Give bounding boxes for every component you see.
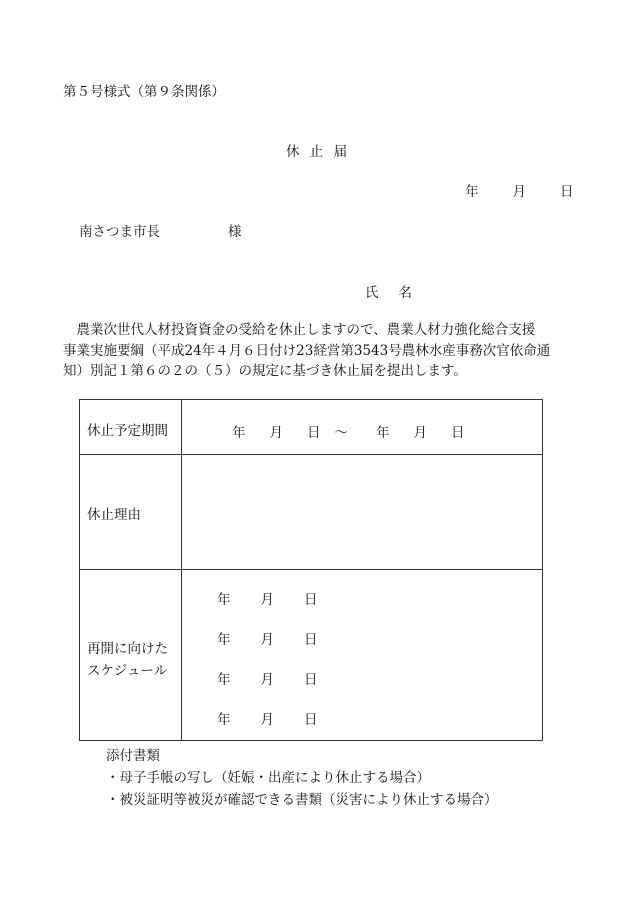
attachment-item: ・母子手帳の写し（妊娠・出産により休止する場合） xyxy=(106,770,430,786)
document-title: 休 止 届 xyxy=(286,144,351,160)
body-line: 事業実施要綱（平成24年４月６日付け23経営第3543号農林水産事務次官依命通 xyxy=(63,342,551,359)
schedule-row xyxy=(217,708,318,728)
addressee-name: 南さつま市長 xyxy=(79,224,160,240)
schedule-year: 年 xyxy=(217,672,231,688)
body-line: 知）別記１第６の２の（５）の規定に基づき休止届を提出します。 xyxy=(63,363,467,379)
attachments-title: 添付書類 xyxy=(106,748,160,764)
schedule-day: 日 xyxy=(304,592,318,608)
schedule-label-line: 再開に向けた xyxy=(87,641,168,657)
name-mei: 名 xyxy=(398,285,412,301)
period-dates xyxy=(232,421,465,441)
schedule-day: 日 xyxy=(304,712,318,728)
body-text xyxy=(63,320,563,382)
schedule-month: 月 xyxy=(260,712,274,728)
schedule-year: 年 xyxy=(217,712,231,728)
period-label: 休止予定期間 xyxy=(87,423,168,439)
period-start-month: 月 xyxy=(269,425,283,441)
addressee-honorific: 様 xyxy=(228,224,242,240)
addressee xyxy=(79,220,242,240)
schedule-row xyxy=(217,588,318,608)
schedule-year: 年 xyxy=(217,632,231,648)
period-end-month: 月 xyxy=(413,425,427,441)
date-day: 日 xyxy=(560,184,574,200)
date-year: 年 xyxy=(465,184,479,200)
schedule-day: 日 xyxy=(304,672,318,688)
schedule-month: 月 xyxy=(260,632,274,648)
table-row-divider xyxy=(80,569,542,570)
attachment-item: ・被災証明等被災が確認できる書類（災害により休止する場合） xyxy=(106,792,498,808)
schedule-day: 日 xyxy=(304,632,318,648)
schedule-month: 月 xyxy=(260,672,274,688)
schedule-row xyxy=(217,628,318,648)
schedule-row xyxy=(217,668,318,688)
body-line: 農業次世代人材投資資金の受給を休止しますので、農業人材力強化総合支援 xyxy=(63,322,536,338)
schedule-month: 月 xyxy=(260,592,274,608)
schedule-label xyxy=(87,638,168,682)
schedule-label-line: スケジュール xyxy=(87,663,168,679)
date-month: 月 xyxy=(512,184,526,200)
period-start-day: 日 xyxy=(307,425,321,441)
schedule-year: 年 xyxy=(217,592,231,608)
period-end-year: 年 xyxy=(376,425,390,441)
period-tilde: ～ xyxy=(334,425,348,441)
suspension-table xyxy=(79,399,543,741)
name-shi: 氏 xyxy=(365,285,379,301)
reason-field[interactable] xyxy=(182,455,542,568)
submission-date xyxy=(465,180,574,200)
period-end-day: 日 xyxy=(451,425,465,441)
period-start-year: 年 xyxy=(232,425,246,441)
form-number: 第５号様式（第９条関係） xyxy=(63,84,225,100)
applicant-name-line xyxy=(365,281,412,301)
reason-label: 休止理由 xyxy=(87,507,141,523)
table-column-divider xyxy=(181,400,182,740)
